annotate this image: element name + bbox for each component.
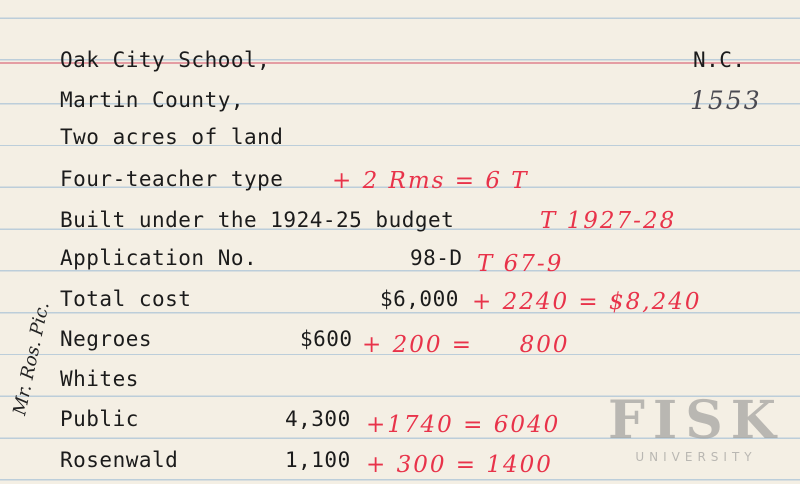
state-code: N.C. bbox=[693, 48, 746, 72]
negroes-annotation: + 200 = 800 bbox=[362, 332, 570, 358]
watermark-university: UNIVERSITY bbox=[635, 450, 757, 464]
negroes-label: Negroes bbox=[60, 327, 153, 351]
built-annotation: T 1927-28 bbox=[540, 208, 677, 234]
school-type: Four-teacher type bbox=[60, 167, 284, 191]
public-value: 4,300 bbox=[285, 407, 351, 431]
school-name: Oak City School, bbox=[60, 48, 271, 72]
application-annotation: T 67-9 bbox=[477, 251, 564, 277]
county-name: Martin County, bbox=[60, 88, 245, 112]
total-cost-label: Total cost bbox=[60, 287, 192, 311]
application-number: 98-D bbox=[410, 246, 463, 270]
type-annotation: + 2 Rms = 6 T bbox=[332, 168, 529, 194]
rosenwald-annotation: + 300 = 1400 bbox=[366, 452, 553, 478]
whites-label: Whites bbox=[60, 367, 139, 391]
rosenwald-label: Rosenwald bbox=[60, 448, 179, 472]
application-label: Application No. bbox=[60, 246, 258, 270]
public-annotation: +1740 = 6040 bbox=[366, 412, 561, 438]
record-number: 1553 bbox=[690, 86, 762, 115]
land-size: Two acres of land bbox=[60, 125, 284, 149]
watermark-fisk: FISK bbox=[608, 390, 784, 451]
built-budget: Built under the 1924-25 budget bbox=[60, 208, 455, 232]
fisk-university-watermark bbox=[598, 390, 794, 474]
negroes-value: $600 bbox=[300, 327, 353, 351]
side-note: Mr. Ros. Pic. bbox=[9, 300, 54, 418]
total-cost-annotation: + 2240 = $8,240 bbox=[472, 289, 702, 315]
total-cost-value: $6,000 bbox=[380, 287, 459, 311]
rosenwald-value: 1,100 bbox=[285, 448, 351, 472]
public-label: Public bbox=[60, 407, 139, 431]
